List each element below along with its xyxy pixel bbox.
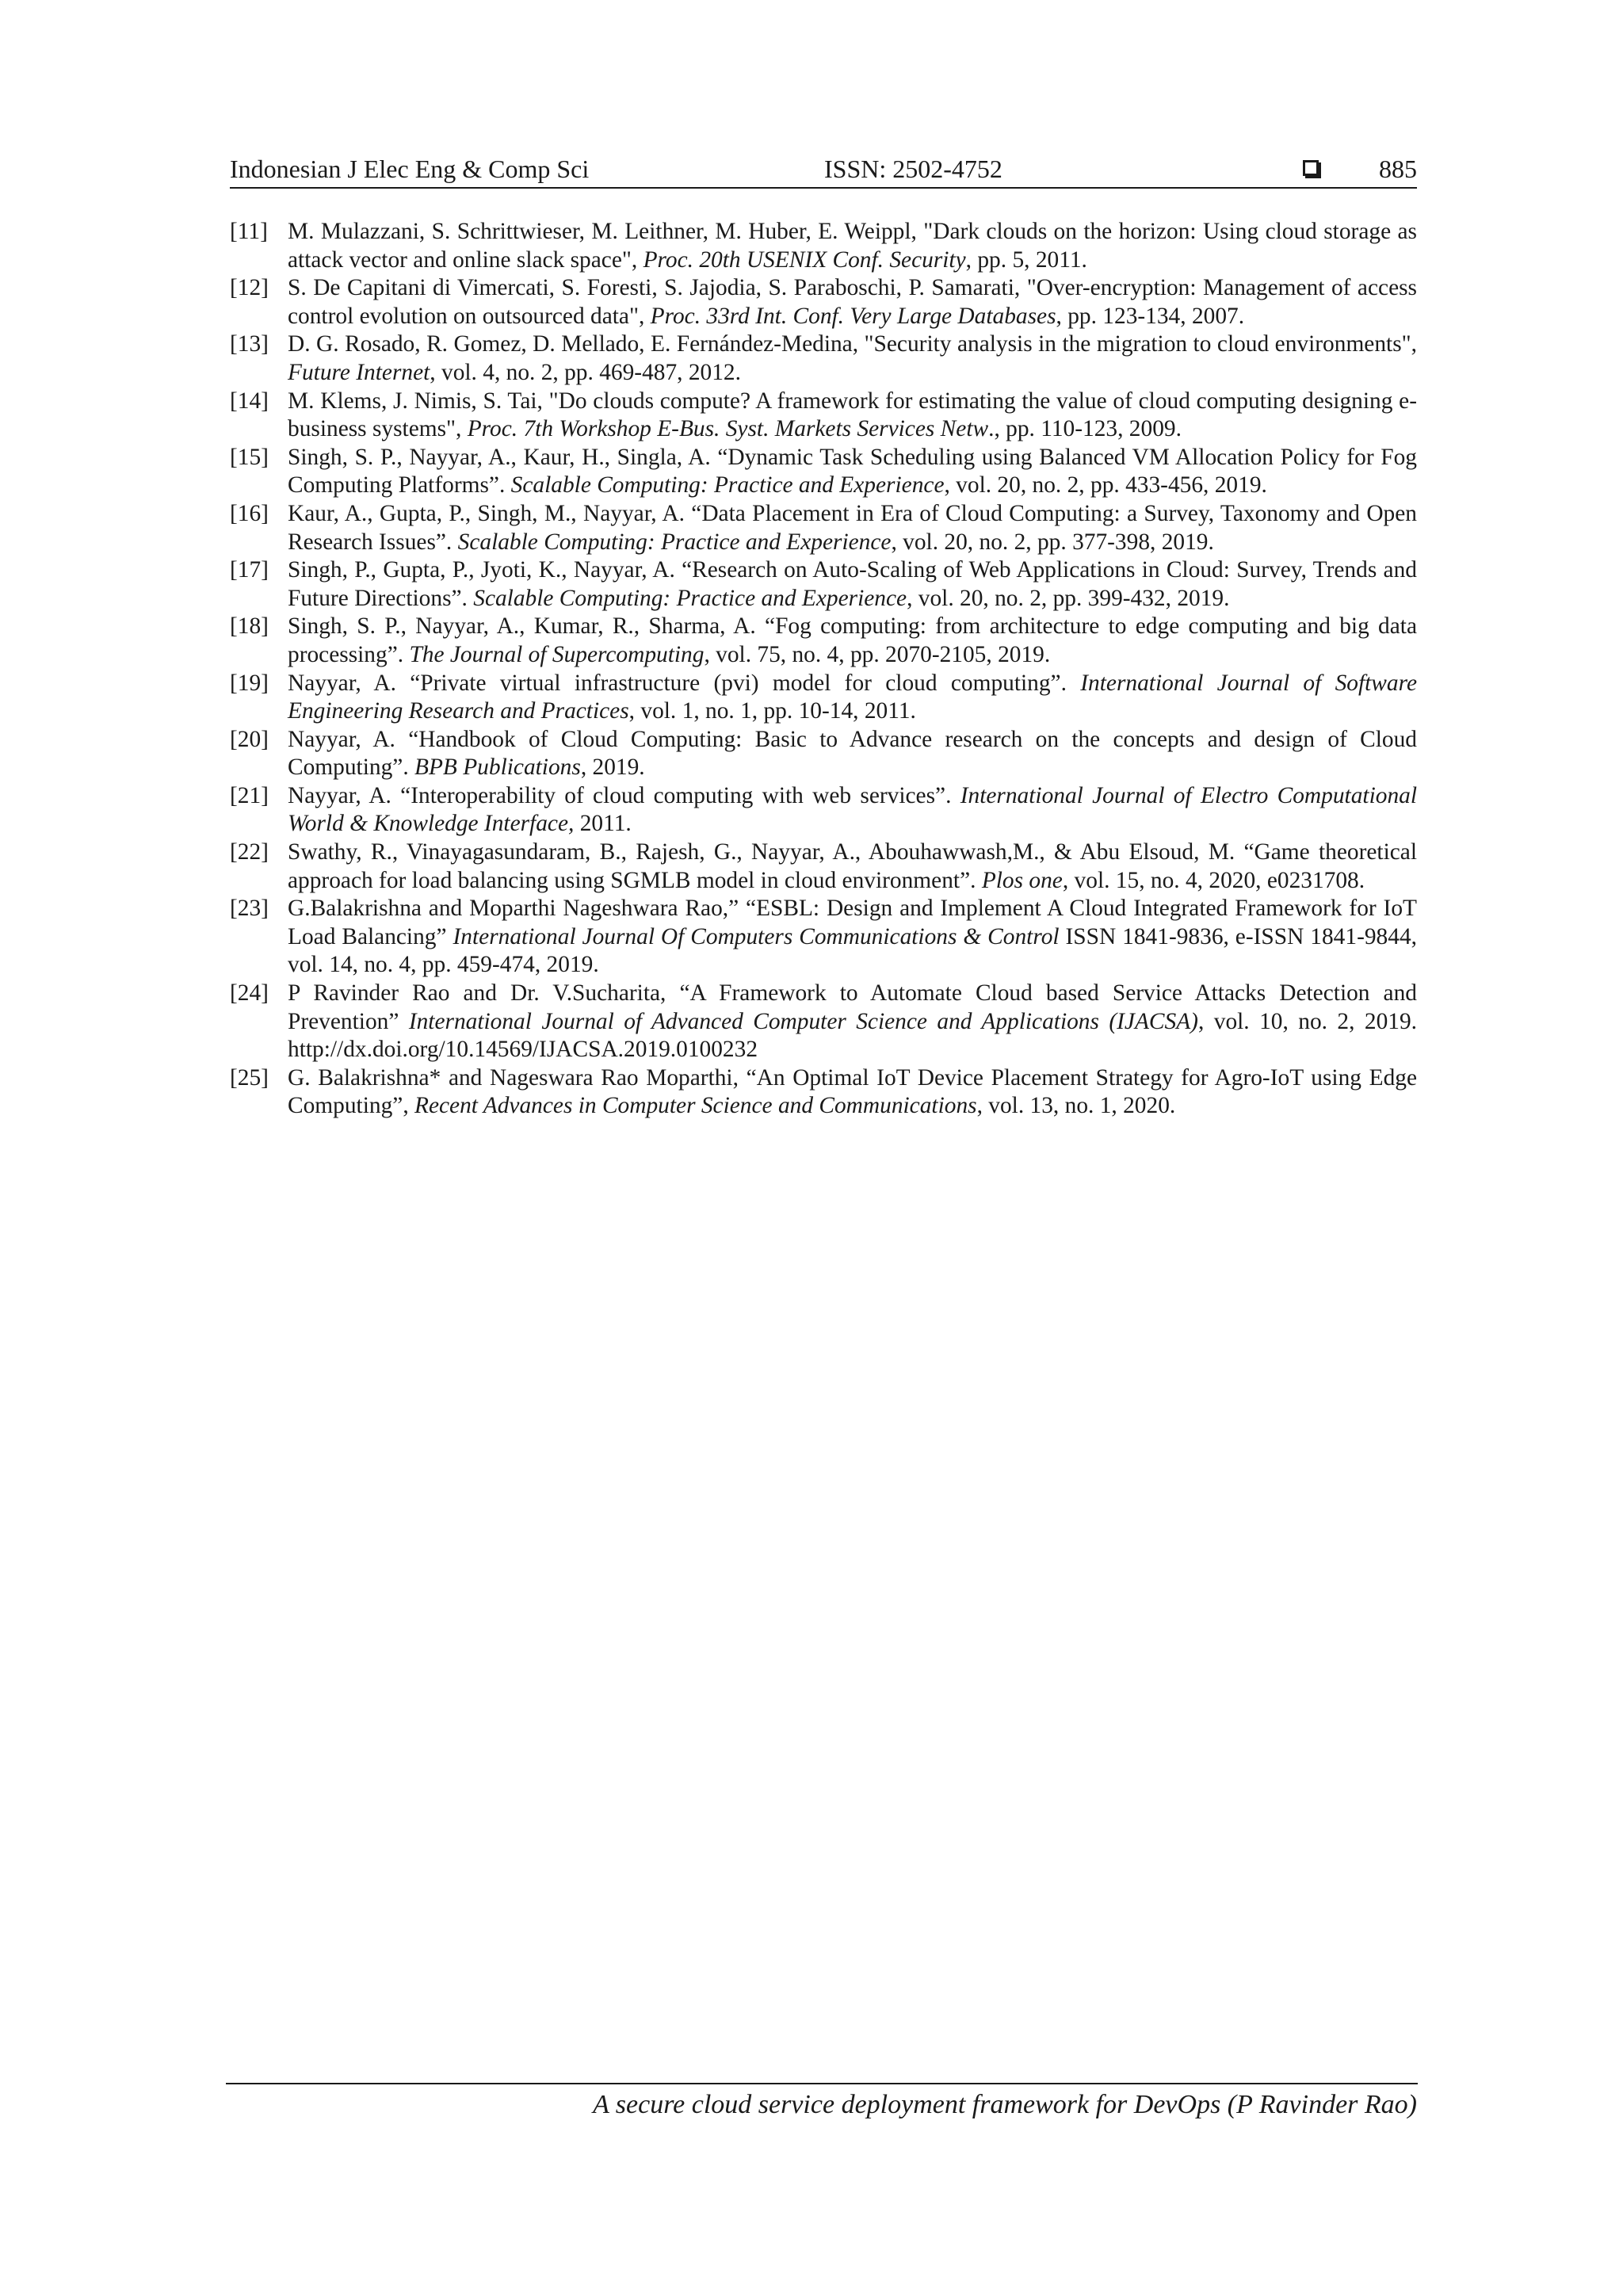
reference-number: [20] (230, 726, 269, 752)
reference-item (230, 895, 1417, 980)
reference-segment: G. Balakrishna* and Nageswara Rao Moparthi, “An Optimal IoT Device Placement Strategy for Agro-IoT using Edge Computing”, (288, 1064, 1417, 1119)
reference-item (230, 726, 1417, 782)
reference-number: [23] (230, 896, 269, 922)
reference-item (230, 274, 1417, 330)
reference-text (288, 330, 1417, 387)
reference-source: Future Internet (288, 359, 430, 385)
reference-segment: Singh, P., Gupta, P., Jyoti, K., Nayyar, A. “Research on Auto-Scaling of Web Applications in Cloud: Survey, Trends and Future Directions”. (288, 557, 1417, 611)
reference-item (230, 670, 1417, 726)
reference-segment: , pp. 5, 2011. (965, 246, 1087, 273)
reference-item (230, 556, 1417, 613)
reference-number: [22] (230, 839, 269, 865)
reference-text (288, 444, 1417, 500)
issn-label: ISSN: 2502-4752 (824, 155, 1002, 183)
reference-text (288, 218, 1417, 274)
reference-segment: Singh, S. P., Nayyar, A., Kaur, H., Singla, A. “Dynamic Task Scheduling using Balanced VM Allocation Policy for Fog Computing Platforms”. (288, 444, 1417, 499)
reference-item (230, 444, 1417, 500)
reference-text (288, 670, 1417, 726)
reference-segment: Nayyar, A. “Private virtual infrastructure (pvi) model for cloud computing”. (288, 670, 1081, 696)
reference-list (230, 218, 1417, 1121)
reference-source: BPB Publications (414, 755, 581, 781)
reference-segment: , vol. 20, no. 2, pp. 377-398, 2019. (891, 529, 1214, 555)
reference-segment: , pp. 123-134, 2007. (1056, 303, 1245, 329)
reference-segment: Nayyar, A. “Handbook of Cloud Computing: Basic to Advance research on the concepts and design of Cloud Computing”. (288, 726, 1417, 781)
reference-item (230, 388, 1417, 444)
reference-number: [13] (230, 331, 269, 357)
reference-segment: , 2019. (580, 755, 645, 781)
reference-source: Recent Advances in Computer Science and Communications (414, 1093, 977, 1119)
reference-text (288, 556, 1417, 613)
reference-number: [24] (230, 980, 269, 1007)
reference-number: [11] (230, 219, 268, 244)
journal-name: Indonesian J Elec Eng & Comp Sci (230, 155, 590, 183)
reference-text (288, 613, 1417, 669)
reference-segment: M. Klems, J. Nimis, S. Tai, "Do clouds compute? A framework for estimating the value of cloud computing designing e-business systems", (288, 388, 1417, 442)
page-number: 885 (1379, 155, 1417, 183)
reference-segment: M. Mulazzani, S. Schrittwieser, M. Leithner, M. Huber, E. Weippl, "Dark clouds on the horizon: Using cloud storage as attack vector and online slack space", (288, 219, 1417, 273)
reference-source: Scalable Computing: Practice and Experience (473, 585, 907, 611)
reference-text (288, 839, 1417, 895)
reference-source: Plos one (981, 867, 1063, 893)
reference-text (288, 726, 1417, 782)
reference-number: [18] (230, 613, 269, 640)
reference-source: The Journal of Supercomputing (409, 641, 705, 667)
running-title: A secure cloud service deployment framework for DevOps (P Ravinder Rao) (593, 2090, 1417, 2119)
reference-text (288, 895, 1417, 980)
reference-source: Proc. 20th USENIX Conf. Security (643, 246, 966, 273)
reference-item (230, 980, 1417, 1064)
reference-segment: P Ravinder Rao and Dr. V.Sucharita, “A Framework to Automate Cloud based Service Attacks Detection and Prevention” (288, 980, 1417, 1034)
reference-number: [16] (230, 500, 269, 526)
reference-item (230, 1064, 1417, 1121)
reference-segment: , vol. 1, no. 1, pp. 10-14, 2011. (628, 698, 916, 724)
reference-source: Scalable Computing: Practice and Experience (510, 472, 945, 499)
reference-number: [17] (230, 557, 269, 583)
reference-segment: 2011. (574, 811, 632, 837)
reference-segment: Singh, S. P., Nayyar, A., Kumar, R., Sharma, A. “Fog computing: from architecture to edge computing and big data processing”. (288, 613, 1417, 667)
reference-source: International Journal Of Computers Communications & Control (453, 923, 1060, 949)
reference-segment: , vol. 10, no. 2, 2019. http://dx.doi.org/10.14569/IJACSA.2019.0100232 (288, 1008, 1418, 1063)
reference-segment: S. De Capitani di Vimercati, S. Foresti, S. Jajodia, S. Paraboschi, P. Samarati, "Over-encryption: Management of access control evolution on outsourced data", (288, 275, 1417, 329)
footer-divider (226, 2083, 1418, 2084)
reference-number: [15] (230, 444, 269, 470)
reference-source: Proc. 7th Workshop E-Bus. Syst. Markets Services Netw (467, 416, 989, 442)
reference-number: [19] (230, 670, 269, 696)
page-header (230, 151, 1417, 189)
reference-segment: Swathy, R., Vinayagasundaram, B., Rajesh, G., Nayyar, A., Abouhawwash,M., & Abu Elsoud, M. “Game theoretical approach for load balancing using SGMLB model in cloud environment”. (288, 839, 1417, 893)
reference-segment: ., pp. 110-123, 2009. (988, 416, 1182, 442)
reference-text (288, 980, 1417, 1064)
reference-segment: , vol. 13, no. 1, 2020. (976, 1093, 1176, 1119)
reference-item (230, 839, 1417, 895)
reference-number: [12] (230, 275, 269, 301)
reference-number: [25] (230, 1064, 269, 1091)
reference-segment: Nayyar, A. “Interoperability of cloud computing with web services”. (288, 782, 960, 808)
square-bullet-icon (1303, 160, 1319, 176)
reference-text (288, 782, 1417, 839)
reference-item (230, 782, 1417, 839)
reference-source: International Journal of Electro Computational World & Knowledge Interface, (288, 782, 1417, 837)
reference-text (288, 274, 1417, 330)
reference-number: [14] (230, 388, 269, 414)
reference-segment: D. G. Rosado, R. Gomez, D. Mellado, E. Fernández-Medina, "Security analysis in the migration to cloud environments", (288, 331, 1417, 357)
reference-item (230, 613, 1417, 669)
reference-segment: , vol. 20, no. 2, pp. 433-456, 2019. (944, 472, 1267, 499)
reference-text (288, 500, 1417, 556)
reference-segment: G.Balakrishna and Moparthi Nageshwara Rao,” “ESBL: Design and Implement A Cloud Integrated Framework for IoT Load Balancing” (288, 896, 1417, 949)
reference-text (288, 388, 1417, 444)
reference-segment: , vol. 20, no. 2, pp. 399-432, 2019. (907, 585, 1230, 611)
reference-segment: , vol. 15, no. 4, 2020, e0231708. (1062, 867, 1365, 893)
reference-segment: ISSN 1841-9836, e-ISSN 1841-9844, vol. 14, no. 4, pp. 459-474, 2019. (288, 923, 1417, 978)
reference-item (230, 330, 1417, 387)
reference-number: [21] (230, 782, 269, 808)
reference-source: International Journal of Advanced Computer Science and Applications (IJACSA) (408, 1008, 1198, 1034)
reference-text (288, 1064, 1417, 1121)
reference-item (230, 500, 1417, 556)
reference-source: Scalable Computing: Practice and Experience (457, 529, 892, 555)
reference-segment: , vol. 4, no. 2, pp. 469-487, 2012. (430, 359, 741, 385)
reference-segment: , vol. 75, no. 4, pp. 2070-2105, 2019. (704, 641, 1051, 667)
reference-source: Proc. 33rd Int. Conf. Very Large Databases (650, 303, 1056, 329)
reference-segment: Kaur, A., Gupta, P., Singh, M., Nayyar, A. “Data Placement in Era of Cloud Computing: a Survey, Taxonomy and Open Research Issues”. (288, 500, 1417, 555)
reference-source: International Journal of Software Engineering Research and Practices (288, 670, 1417, 724)
reference-item (230, 218, 1417, 274)
